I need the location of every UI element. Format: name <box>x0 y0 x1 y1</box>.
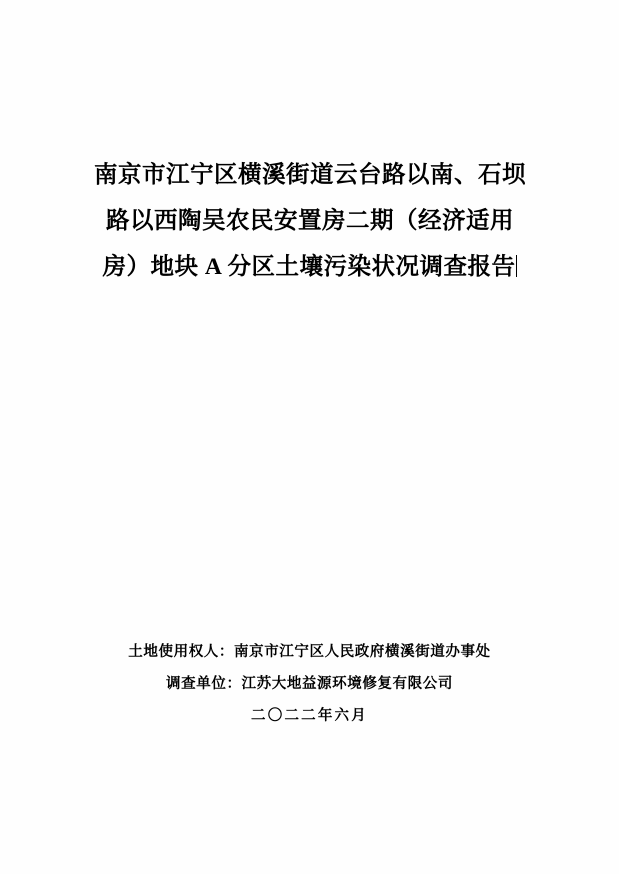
title-line-3 <box>84 244 536 290</box>
title-line-1: 南京市江宁区横溪街道云台路以南、石坝 <box>94 162 526 188</box>
title-line-3-text: 房）地块 A 分区土壤污染状况调查报告 <box>102 254 516 280</box>
date-line: 二〇二二年六月 <box>251 708 368 724</box>
title-page-footer <box>0 636 619 732</box>
land-user-line: 土地使用权人：南京市江宁区人民政府横溪街道办事处 <box>128 644 491 660</box>
page-title <box>84 152 536 290</box>
title-line-2: 路以西陶吴农民安置房二期（经济适用 <box>106 208 514 234</box>
survey-unit-line: 调查单位：江苏大地益源环境修复有限公司 <box>166 676 453 692</box>
text-cursor <box>516 255 517 277</box>
